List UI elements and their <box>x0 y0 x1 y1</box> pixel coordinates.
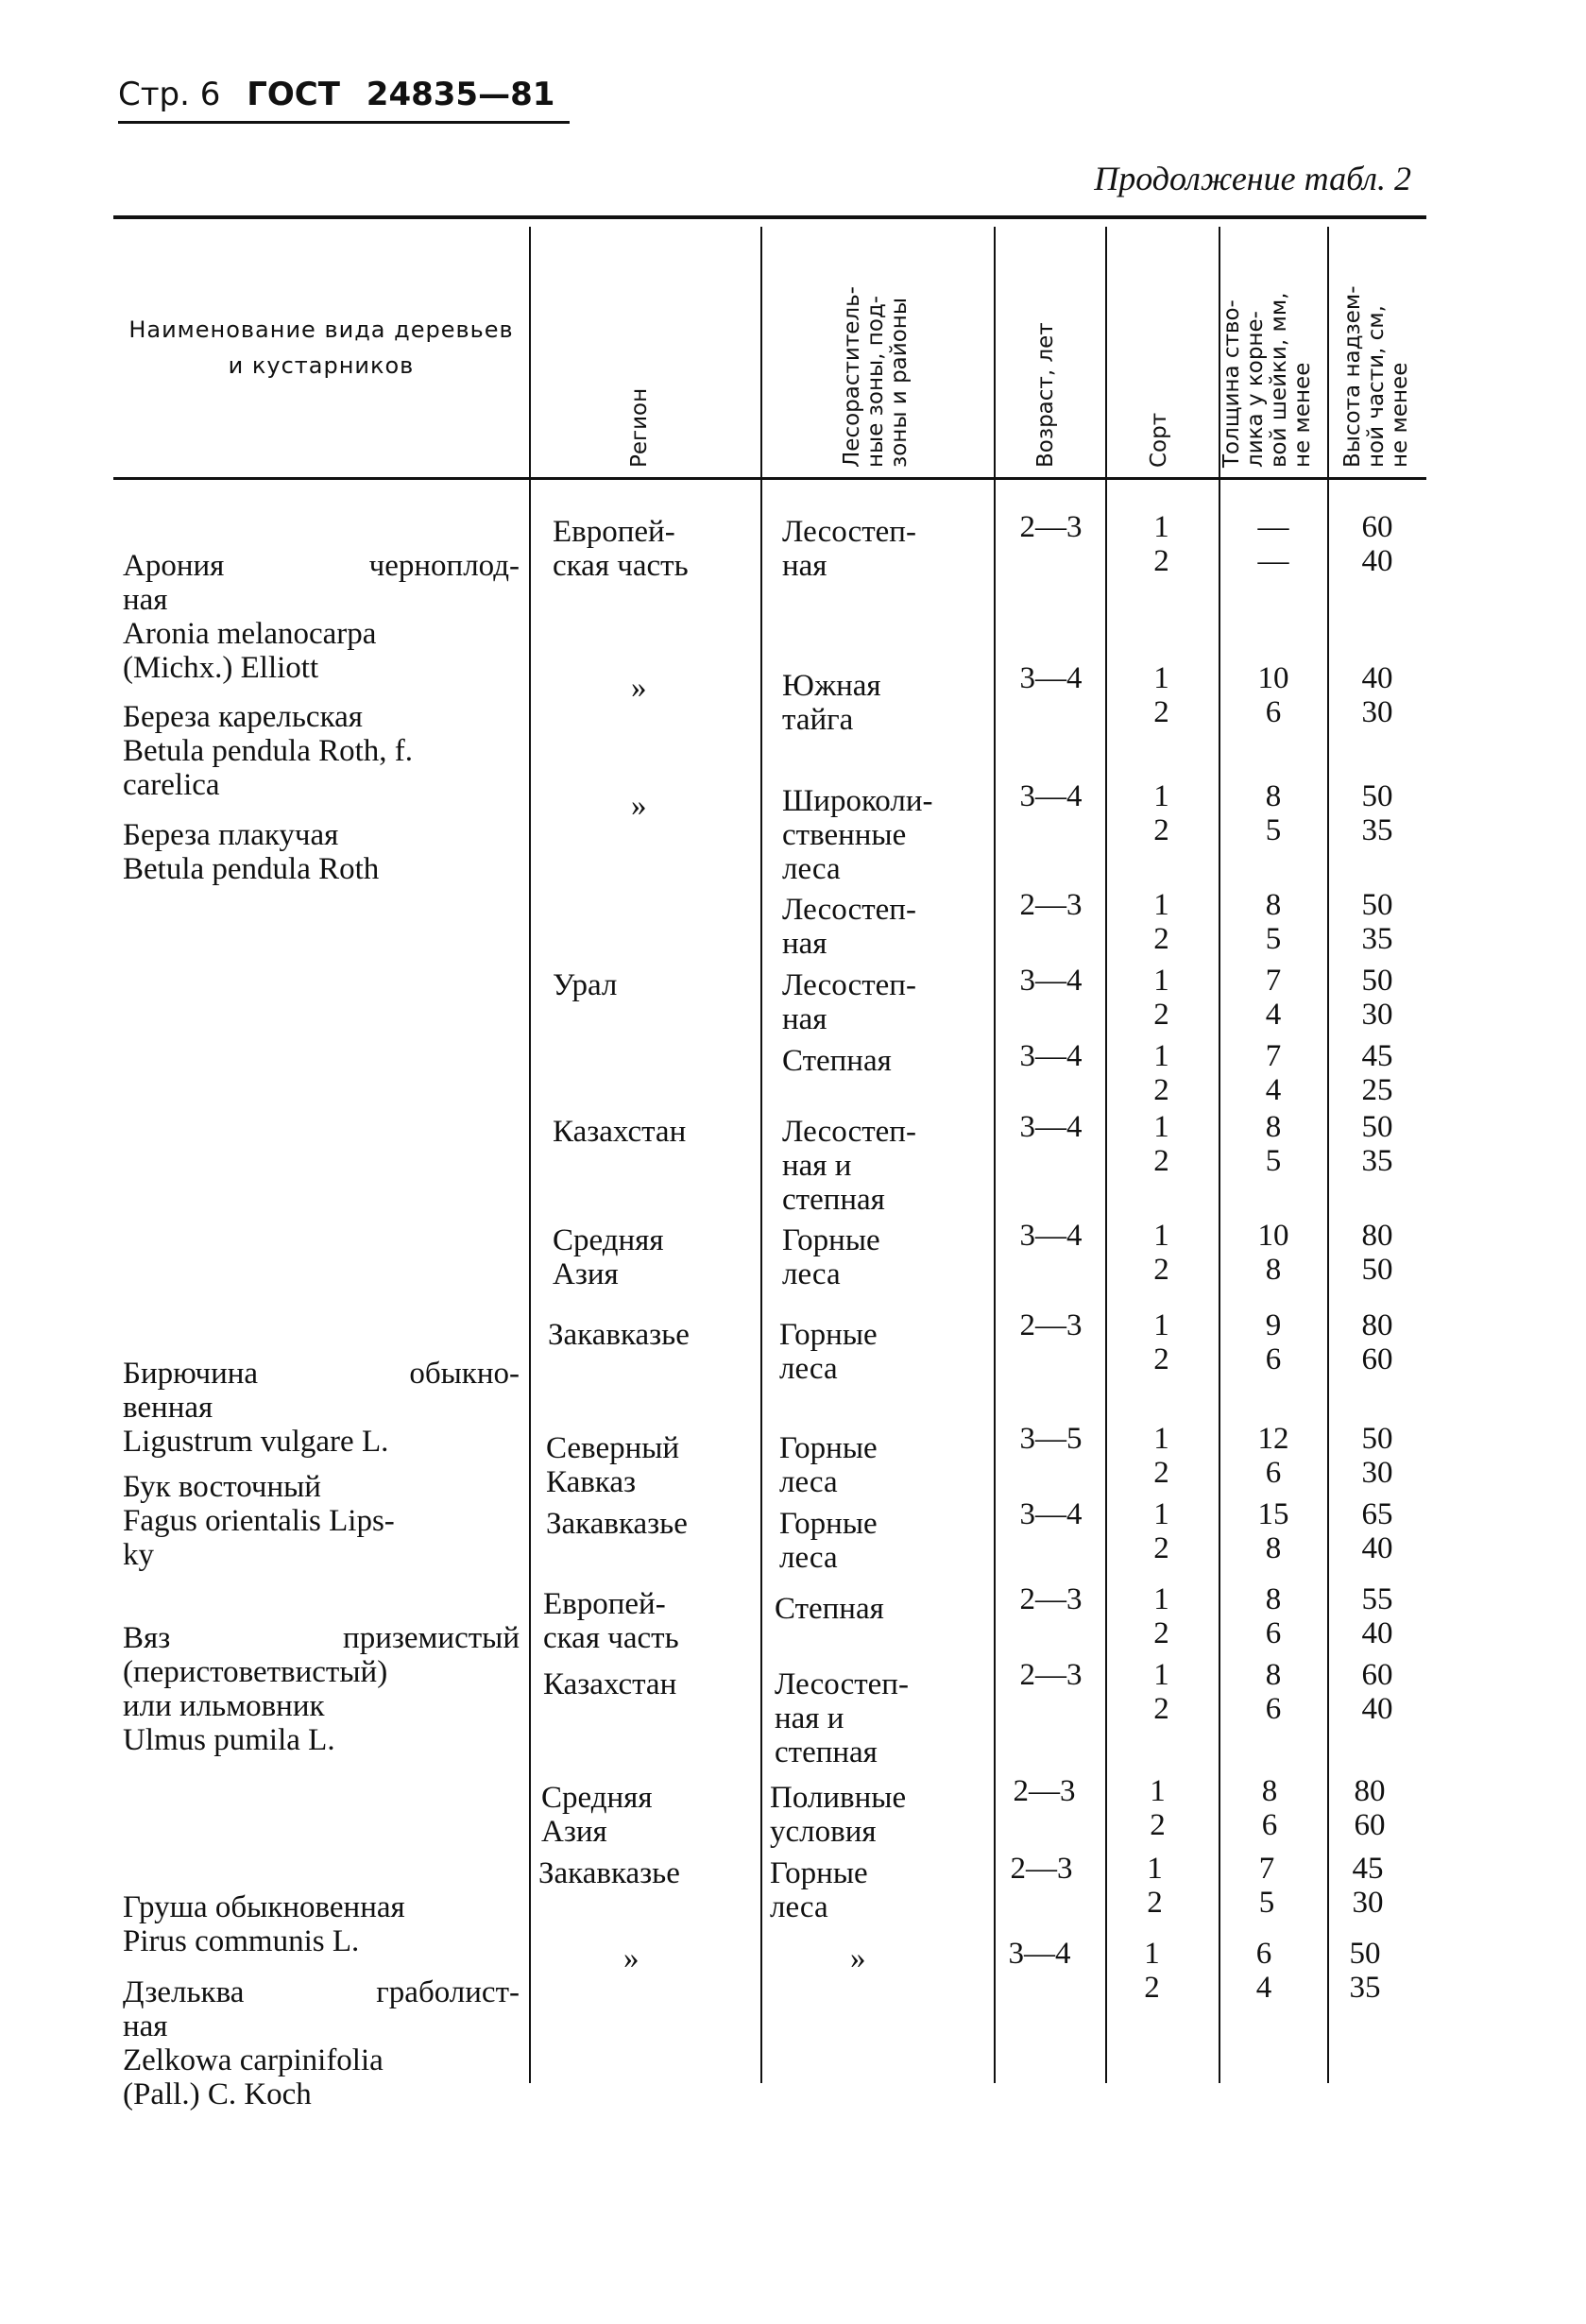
zone-cell: » <box>850 1941 866 1975</box>
height-cell: 50 35 <box>1349 1937 1381 2005</box>
col-header-grade: Сорт <box>1147 412 1171 468</box>
zone-cell: Широколи- ственные леса <box>782 784 933 886</box>
height-cell: 50 35 <box>1361 779 1393 847</box>
height-cell: 50 30 <box>1361 964 1393 1032</box>
height-cell: 60 40 <box>1361 510 1393 578</box>
region-cell: Средняя Азия <box>541 1781 653 1849</box>
thickness-cell: 7 4 <box>1265 964 1282 1032</box>
col-header-name: Наименование вида деревьев и кустарников <box>128 316 514 379</box>
zone-cell: Поливные условия <box>770 1781 907 1849</box>
grade-cell: 1 2 <box>1153 779 1169 847</box>
thickness-cell: 8 6 <box>1261 1774 1278 1842</box>
species-name: Бук восточный Fagus orientalis Lips- ky <box>123 1470 395 1572</box>
grade-cell: 1 2 <box>1153 964 1169 1032</box>
age-cell: 2—3 <box>1010 1852 1073 1886</box>
age-cell: 2—3 <box>1013 1774 1076 1808</box>
age-cell: 3—4 <box>1019 1497 1083 1531</box>
age-cell: 3—4 <box>1019 661 1083 695</box>
thickness-cell: — — <box>1257 510 1289 578</box>
age-cell: 2—3 <box>1019 510 1083 544</box>
height-cell: 55 40 <box>1361 1582 1393 1650</box>
zone-cell: Лесостеп- ная и степная <box>782 1115 916 1217</box>
standard-label: ГОСТ <box>247 76 340 113</box>
zone-cell: Горные леса <box>779 1318 878 1386</box>
region-cell: Казахстан <box>553 1115 687 1149</box>
col-header-region: Регион <box>627 387 652 468</box>
grade-cell: 1 2 <box>1153 1308 1169 1376</box>
page-number: Стр. 6 <box>118 76 221 113</box>
age-cell: 3—4 <box>1019 1219 1083 1253</box>
region-cell: Урал <box>553 968 618 1002</box>
height-cell: 80 60 <box>1361 1308 1393 1376</box>
col-header-zones: Лесораститель- ные зоны, под- зоны и районы <box>840 286 912 468</box>
thickness-cell: 8 6 <box>1265 1582 1282 1650</box>
age-cell: 3—4 <box>1008 1937 1071 1971</box>
height-cell: 45 25 <box>1361 1039 1393 1107</box>
grade-cell: 1 2 <box>1150 1774 1166 1842</box>
zone-cell: Горные леса <box>779 1507 878 1575</box>
age-cell: 3—4 <box>1019 964 1083 998</box>
age-cell: 3—4 <box>1019 779 1083 813</box>
thickness-cell: 10 8 <box>1257 1219 1289 1287</box>
region-cell: Северный Кавказ <box>546 1431 680 1499</box>
age-cell: 2—3 <box>1019 1582 1083 1616</box>
region-cell: Европей- ская часть <box>553 515 689 583</box>
thickness-cell: 8 5 <box>1265 888 1282 956</box>
standard-number: 24835—81 <box>366 76 555 113</box>
region-cell: Закавказье <box>546 1507 688 1541</box>
col-header-age: Возраст, лет <box>1033 322 1058 468</box>
age-cell: 3—5 <box>1019 1422 1083 1456</box>
zone-cell: Лесостеп- ная <box>782 515 916 583</box>
thickness-cell: 8 5 <box>1265 1110 1282 1178</box>
zone-cell: Лесостеп- ная <box>782 968 916 1036</box>
region-cell: Европей- ская часть <box>543 1587 679 1655</box>
thickness-cell: 8 6 <box>1265 1658 1282 1726</box>
thickness-cell: 6 4 <box>1255 1937 1272 2005</box>
zone-cell: Горные леса <box>779 1431 878 1499</box>
age-cell: 3—4 <box>1019 1110 1083 1144</box>
height-cell: 80 50 <box>1361 1219 1393 1287</box>
region-cell: Казахстан <box>543 1667 677 1701</box>
zone-cell: Степная <box>782 1044 892 1078</box>
thickness-cell: 12 6 <box>1257 1422 1289 1490</box>
region-cell: » <box>623 1941 640 1975</box>
thickness-cell: 10 6 <box>1257 661 1289 729</box>
zone-cell: Горные леса <box>770 1856 868 1924</box>
grade-cell: 1 2 <box>1153 1497 1169 1565</box>
table-top-rule <box>113 215 1426 219</box>
page-header <box>118 76 570 124</box>
height-cell: 45 30 <box>1352 1852 1384 1920</box>
zone-cell: Лесостеп- ная и степная <box>775 1667 909 1769</box>
height-cell: 80 60 <box>1354 1774 1386 1842</box>
species-name: Береза плакучая Betula pendula Roth <box>123 818 380 886</box>
table-header-rule <box>113 477 1426 480</box>
col-divider-region <box>529 227 531 2083</box>
col-header-thickness: Толщина ство- лика у корне- вой шейки, мм, не менее <box>1219 292 1315 468</box>
grade-cell: 1 2 <box>1153 1422 1169 1490</box>
species-name: Арония черноплод- ная Aronia melanocarpa (Michx.) Elliott <box>123 549 520 685</box>
height-cell: 50 35 <box>1361 1110 1393 1178</box>
region-cell: » <box>631 789 647 823</box>
table-continuation-caption: Продолжение табл. 2 <box>1094 160 1411 197</box>
zone-cell: Южная тайга <box>782 669 881 737</box>
species-name: Бирючина обыкно- венная Ligustrum vulgare L. <box>123 1357 520 1459</box>
region-cell: Закавказье <box>538 1856 680 1890</box>
age-cell: 2—3 <box>1019 888 1083 922</box>
thickness-cell: 15 8 <box>1257 1497 1289 1565</box>
grade-cell: 1 2 <box>1153 1582 1169 1650</box>
thickness-cell: 8 5 <box>1265 779 1282 847</box>
grade-cell: 1 2 <box>1153 661 1169 729</box>
age-cell: 2—3 <box>1019 1308 1083 1342</box>
species-name: Груша обыкновенная Pirus communis L. <box>123 1890 405 1958</box>
grade-cell: 1 2 <box>1153 888 1169 956</box>
grade-cell: 1 2 <box>1153 1658 1169 1726</box>
species-name: Вяз приземистый (перистоветвистый) или ильмовник Ulmus pumila L. <box>123 1621 520 1757</box>
species-name: Дзельква граболист- ная Zelkowa carpinifolia (Pall.) C. Koch <box>123 1975 520 2111</box>
height-cell: 40 30 <box>1361 661 1393 729</box>
height-cell: 60 40 <box>1361 1658 1393 1726</box>
age-cell: 2—3 <box>1019 1658 1083 1692</box>
height-cell: 50 35 <box>1361 888 1393 956</box>
zone-cell: Лесостеп- ная <box>782 893 916 961</box>
col-divider-zones <box>760 227 762 2083</box>
grade-cell: 1 2 <box>1144 1937 1160 2005</box>
height-cell: 50 30 <box>1361 1422 1393 1490</box>
thickness-cell: 7 4 <box>1265 1039 1282 1107</box>
zone-cell: Степная <box>775 1592 884 1626</box>
col-header-height: Высота надзем- ной части, см, не менее <box>1340 285 1412 468</box>
region-cell: » <box>631 671 647 705</box>
thickness-cell: 9 6 <box>1265 1308 1282 1376</box>
species-name: Береза карельская Betula pendula Roth, f. carelica <box>123 700 414 802</box>
region-cell: Средняя Азия <box>553 1223 664 1291</box>
grade-cell: 1 2 <box>1147 1852 1163 1920</box>
height-cell: 65 40 <box>1361 1497 1393 1565</box>
region-cell: Закавказье <box>548 1318 690 1352</box>
grade-cell: 1 2 <box>1153 510 1169 578</box>
grade-cell: 1 2 <box>1153 1110 1169 1178</box>
zone-cell: Горные леса <box>782 1223 880 1291</box>
thickness-cell: 7 5 <box>1258 1852 1275 1920</box>
grade-cell: 1 2 <box>1153 1039 1169 1107</box>
grade-cell: 1 2 <box>1153 1219 1169 1287</box>
age-cell: 3—4 <box>1019 1039 1083 1073</box>
